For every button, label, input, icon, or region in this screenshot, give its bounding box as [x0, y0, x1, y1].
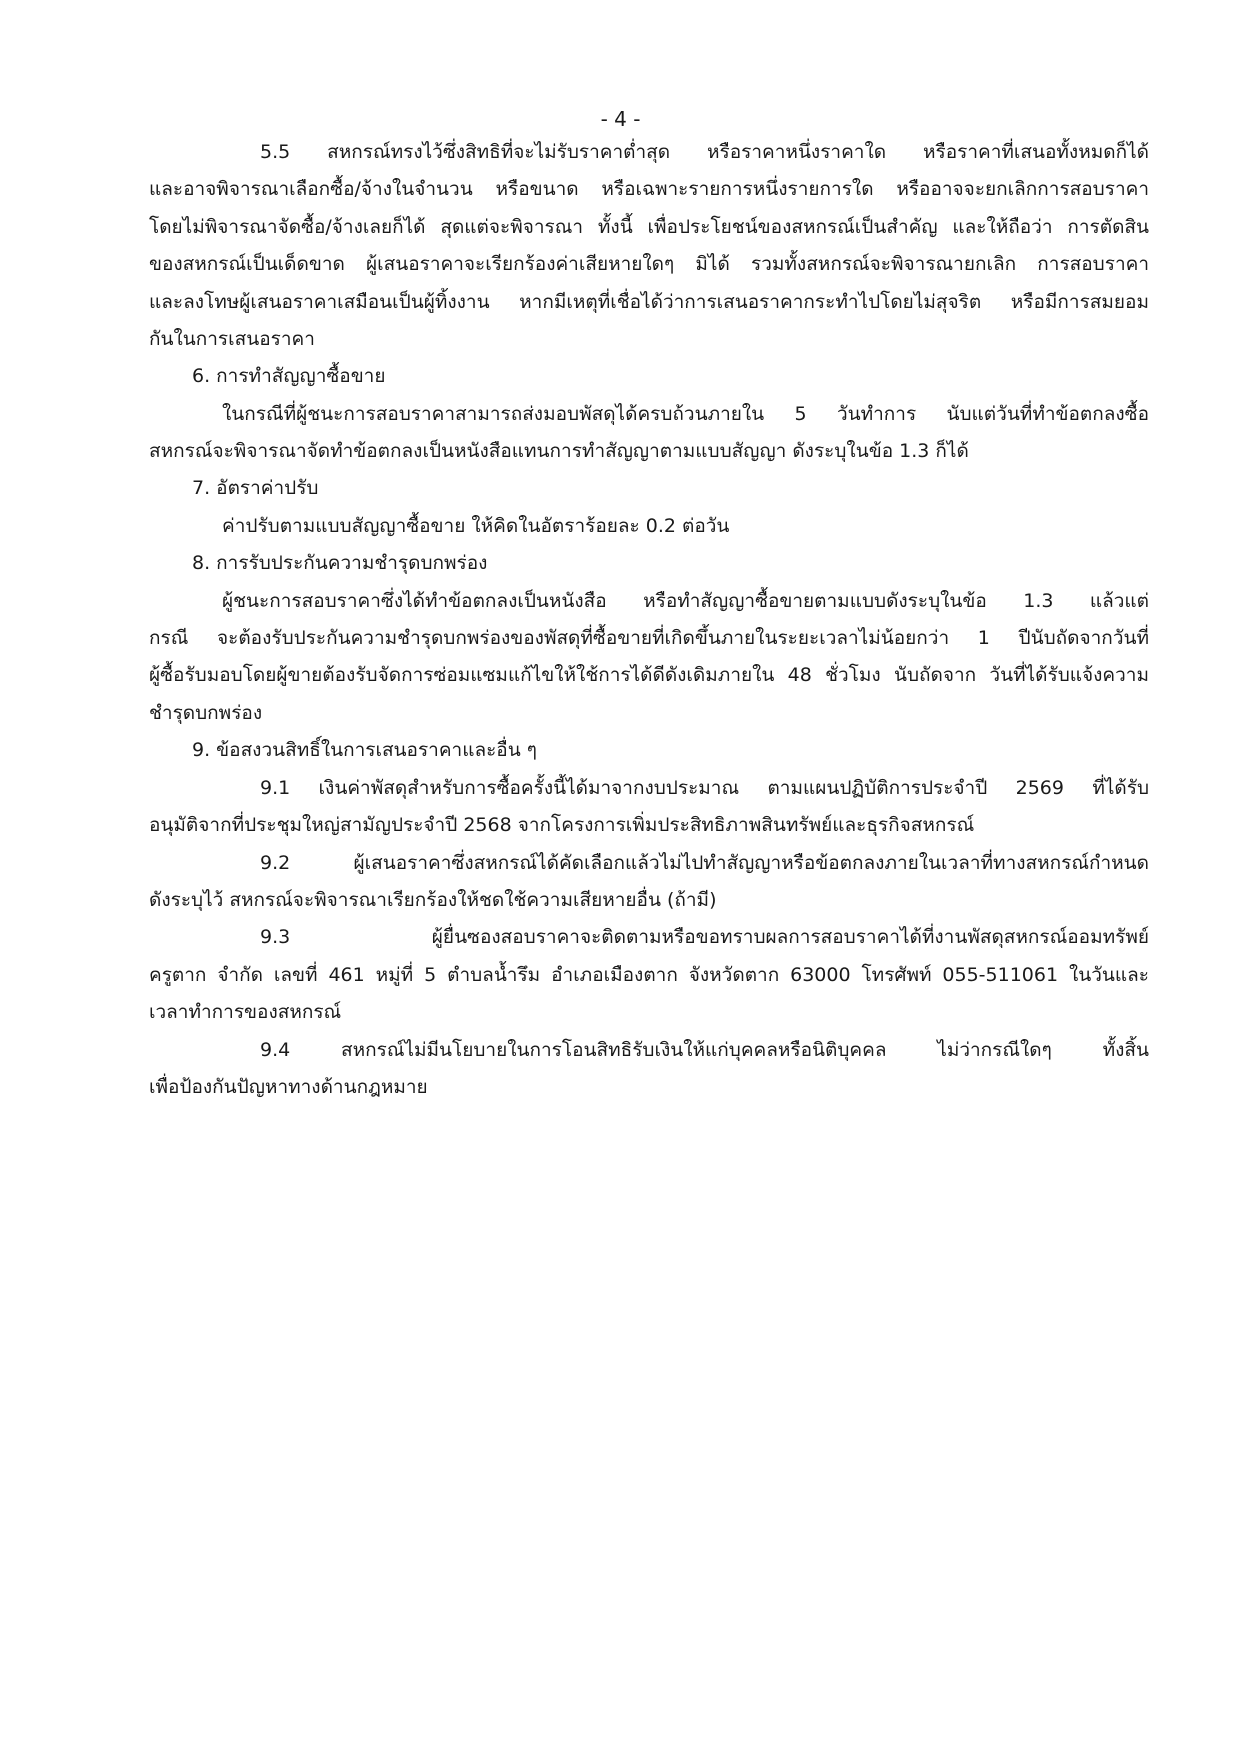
- clause-9-4-line: เพื่อป้องกันปัญหาทางด้านกฎหมาย: [149, 1076, 428, 1098]
- section-8-heading: 8. การรับประกันความชำรุดบกพร่อง: [192, 552, 488, 574]
- clause-9-2-line: ดังระบุไว้ สหกรณ์จะพิจารณาเรียกร้องให้ชดใช้ความเสียหายอื่น (ถ้ามี): [149, 889, 717, 911]
- clause-9-3-line: ครูตาก จำกัด เลขที่ 461 หมู่ที่ 5 ตำบลน้ำรึม อำเภอเมืองตาก จังหวัดตาก 63000 โทรศัพท์ 055-511061 ในวันและ: [149, 964, 1149, 986]
- section-6-line: สหกรณ์จะพิจารณาจัดทำข้อตกลงเป็นหนังสือแทนการทำสัญญาตามแบบสัญญา ดังระบุในข้อ 1.3 ก็ได้: [149, 440, 969, 462]
- section-8-line: ผู้ชนะการสอบราคาซึ่งได้ทำข้อตกลงเป็นหนังสือ หรือทำสัญญาซื้อขายตามแบบดังระบุในข้อ 1.3 แล้วแต่: [222, 590, 1149, 612]
- clause-9-3-line: เวลาทำการของสหกรณ์: [149, 1001, 342, 1023]
- clause-5-5-line: และอาจพิจารณาเลือกซื้อ/จ้างในจำนวน หรือขนาด หรือเฉพาะรายการหนึ่งรายการใด หรืออาจจะยกเลิกการสอบราคา: [149, 178, 1149, 200]
- section-8-line: กรณี จะต้องรับประกันความชำรุดบกพร่องของพัสดุที่ซื้อขายที่เกิดขึ้นภายในระยะเวลาไม่น้อยกว่า 1 ปีนับถัดจากวันที่: [149, 627, 1149, 649]
- section-6-heading: 6. การทำสัญญาซื้อขาย: [192, 365, 386, 387]
- section-7-line: ค่าปรับตามแบบสัญญาซื้อขาย ให้คิดในอัตราร้อยละ 0.2 ต่อวัน: [222, 515, 730, 537]
- page-number: - 4 -: [600, 107, 641, 131]
- section-6-line: ในกรณีที่ผู้ชนะการสอบราคาสามารถส่งมอบพัสดุได้ครบถ้วนภายใน 5 วันทำการ นับแต่วันที่ทำข้อตกลงซื้อ: [222, 403, 1149, 425]
- clause-9-4-line: 9.4 สหกรณ์ไม่มีนโยบายในการโอนสิทธิรับเงินให้แก่บุคคลหรือนิติบุคคล ไม่ว่ากรณีใดๆ ทั้งสิ้น: [260, 1039, 1149, 1061]
- section-8-line: ชำรุดบกพร่อง: [149, 702, 263, 724]
- clause-9-1-line: อนุมัติจากที่ประชุมใหญ่สามัญประจำปี 2568 จากโครงการเพิ่มประสิทธิภาพสินทรัพย์และธุรกิจสหกรณ์: [149, 814, 975, 836]
- section-9-heading: 9. ข้อสงวนสิทธิ์ในการเสนอราคาและอื่น ๆ: [192, 739, 537, 761]
- section-7-heading: 7. อัตราค่าปรับ: [192, 477, 319, 499]
- clause-5-5-line: ของสหกรณ์เป็นเด็ดขาด ผู้เสนอราคาจะเรียกร้องค่าเสียหายใดๆ มิได้ รวมทั้งสหกรณ์จะพิจารณายกเลิก การสอบราคา: [149, 253, 1149, 275]
- clause-5-5-line: กันในการเสนอราคา: [149, 328, 315, 350]
- clause-9-1-line: 9.1 เงินค่าพัสดุสำหรับการซื้อครั้งนี้ได้มาจากงบประมาณ ตามแผนปฏิบัติการประจำปี 2569 ที่ได้รับ: [260, 777, 1149, 799]
- clause-9-3-line: 9.3 ผู้ยื่นซองสอบราคาจะติดตามหรือขอทราบผลการสอบราคาได้ที่งานพัสดุสหกรณ์ออมทรัพย์: [260, 926, 1149, 948]
- section-8-line: ผู้ซื้อรับมอบโดยผู้ขายต้องรับจัดการซ่อมแซมแก้ไขให้ใช้การได้ดีดังเดิมภายใน 48 ชั่วโมง นับถัดจาก วันที่ได้รับแจ้งความ: [149, 664, 1149, 686]
- clause-5-5-line: โดยไม่พิจารณาจัดซื้อ/จ้างเลยก็ได้ สุดแต่จะพิจารณา ทั้งนี้ เพื่อประโยชน์ของสหกรณ์เป็นสำคัญ และให้ถือว่า การตัดสิน: [149, 216, 1149, 238]
- clause-5-5-line: 5.5 สหกรณ์ทรงไว้ซึ่งสิทธิที่จะไม่รับราคาต่ำสุด หรือราคาหนึ่งราคาใด หรือราคาที่เสนอทั้งหมดก็ได้: [260, 141, 1149, 163]
- clause-5-5-line: และลงโทษผู้เสนอราคาเสมือนเป็นผู้ทิ้งงาน หากมีเหตุที่เชื่อได้ว่าการเสนอราคากระทำไปโดยไม่สุจริต หรือมีการสมยอม: [149, 291, 1149, 313]
- clause-9-2-line: 9.2 ผู้เสนอราคาซึ่งสหกรณ์ได้คัดเลือกแล้วไม่ไปทำสัญญาหรือข้อตกลงภายในเวลาที่ทางสหกรณ์กำหนด: [260, 852, 1149, 874]
